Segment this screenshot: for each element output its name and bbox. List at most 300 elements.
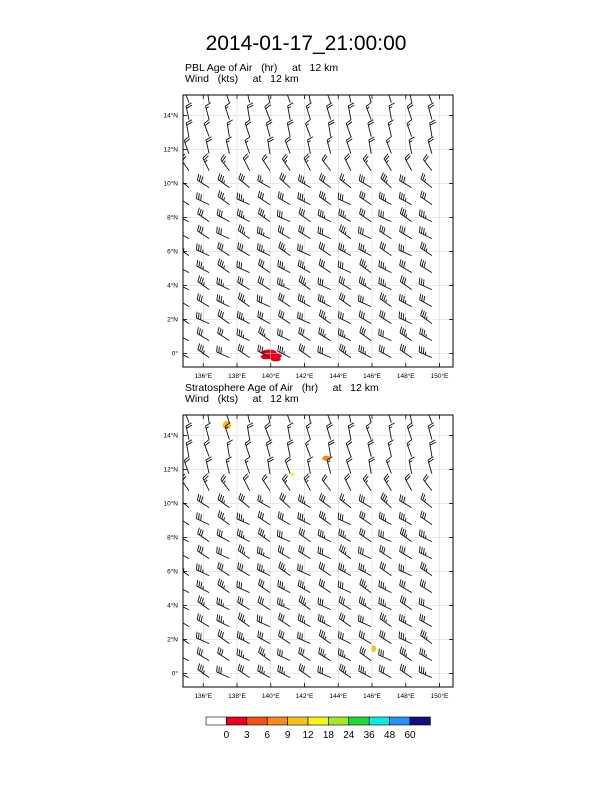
wind-barb xyxy=(360,646,371,660)
wind-barb xyxy=(308,406,314,423)
wind-barb xyxy=(196,244,209,256)
wind-barb xyxy=(399,631,412,643)
tick-label-lat: 0° xyxy=(171,670,178,678)
wind-barb xyxy=(360,528,372,542)
wind-barb xyxy=(237,193,250,205)
tick-label-lat: 8°N xyxy=(167,534,178,542)
wind-barb xyxy=(287,440,293,457)
wind-barb xyxy=(327,137,332,154)
wind-barb xyxy=(306,120,311,137)
colorbar-label: 18 xyxy=(322,730,334,741)
wind-barb xyxy=(238,242,250,255)
wind-barb xyxy=(409,406,415,423)
colorbar-label: 9 xyxy=(284,730,291,741)
wind-barb xyxy=(363,154,371,171)
wind-barb xyxy=(360,258,371,272)
wind-barb xyxy=(379,329,392,341)
wind-barb xyxy=(322,154,331,170)
wind-barb xyxy=(327,423,333,440)
wind-barb xyxy=(238,344,250,358)
wind-barb xyxy=(420,614,432,627)
tick-label-lon: 140°E xyxy=(261,693,280,700)
wind-barb xyxy=(237,648,250,660)
wind-barb xyxy=(267,406,272,423)
wind-barb xyxy=(207,406,213,423)
wind-barb xyxy=(238,224,249,238)
tick-label-lon: 138°E xyxy=(228,693,246,700)
wind-barb xyxy=(379,665,391,678)
tick-label-lon: 144°E xyxy=(329,373,348,380)
wind-barb xyxy=(420,511,431,525)
wind-barb xyxy=(338,311,351,323)
wind-barb xyxy=(279,293,291,307)
wind-barb xyxy=(389,103,395,120)
panel-pbl-age-of-air xyxy=(163,86,453,380)
wind-barb xyxy=(318,666,331,678)
wind-barb xyxy=(237,261,250,273)
tick-label-lon: 136°E xyxy=(194,693,213,700)
wind-barb xyxy=(196,632,209,644)
wind-barb xyxy=(239,493,250,508)
wind-barb xyxy=(178,493,189,508)
wind-barb xyxy=(205,103,210,120)
tick-label-lon: 146°E xyxy=(363,693,381,700)
panel1-title-wind: Wind (kts) at 12 km xyxy=(185,73,299,85)
colorbar-label: 6 xyxy=(264,730,270,741)
wind-barb xyxy=(218,493,229,507)
wind-barb xyxy=(243,154,249,171)
wind-barb xyxy=(419,666,432,678)
wind-barb xyxy=(318,546,331,558)
wind-barb xyxy=(419,546,432,558)
wind-barb xyxy=(259,326,270,340)
tick-label-lat: 12°N xyxy=(163,466,178,474)
wind-barb xyxy=(266,440,272,457)
wind-barb xyxy=(326,86,332,103)
wind-barb xyxy=(381,493,391,508)
wind-barb xyxy=(207,86,213,103)
wind-barb xyxy=(197,512,210,524)
wind-barb xyxy=(339,563,351,576)
wind-barb xyxy=(409,457,415,474)
wind-barb xyxy=(384,154,391,171)
wind-barb xyxy=(298,244,311,256)
tick-label-lon: 146°E xyxy=(363,373,381,380)
panel2-title-field: Stratosphere Age of Air (hr) at 12 km xyxy=(185,382,379,394)
tick-label-lat: 14°N xyxy=(163,432,178,440)
colorbar-label: 60 xyxy=(404,730,416,741)
wind-barb xyxy=(419,226,432,238)
wind-barb xyxy=(203,474,209,491)
colorbar-box xyxy=(328,717,348,725)
wind-barb xyxy=(359,665,371,678)
wind-barb xyxy=(399,564,412,576)
wind-barb xyxy=(197,580,209,593)
wind-barb xyxy=(217,227,230,239)
wind-barb xyxy=(380,310,392,324)
wind-barb xyxy=(328,440,334,457)
tick-label-lat: 10°N xyxy=(163,500,178,508)
wind-barb xyxy=(197,192,210,204)
wind-barb xyxy=(319,242,331,256)
wind-barb xyxy=(186,440,192,457)
wind-barb xyxy=(181,474,189,491)
wind-barb xyxy=(308,86,314,103)
wind-barb xyxy=(359,174,371,187)
wind-barb xyxy=(217,529,229,542)
wind-barb xyxy=(308,457,313,474)
wind-barb xyxy=(237,581,250,593)
wind-barb xyxy=(279,310,291,324)
wind-barb xyxy=(258,259,269,273)
wind-barb xyxy=(338,513,351,525)
wind-barb xyxy=(245,457,250,474)
wind-barb xyxy=(204,440,210,457)
wind-barb xyxy=(407,423,413,440)
tick-label-lon: 140°E xyxy=(261,373,280,380)
wind-barb xyxy=(217,294,230,306)
wind-barb xyxy=(348,103,354,120)
wind-barb xyxy=(319,629,330,643)
wind-barb xyxy=(346,440,352,457)
wind-barb xyxy=(346,457,352,474)
colorbar-box xyxy=(288,717,308,725)
wind-barb xyxy=(218,190,229,204)
wind-barb xyxy=(258,665,270,678)
colorbar-box xyxy=(369,717,389,725)
wind-barb xyxy=(399,614,411,627)
wind-barb xyxy=(258,631,270,644)
wind-barb xyxy=(380,562,391,576)
wind-barb xyxy=(318,226,331,238)
wind-barb xyxy=(407,440,412,457)
wind-barb xyxy=(420,562,431,576)
colorbar-label: 3 xyxy=(244,730,250,741)
wind-barb xyxy=(217,614,230,626)
wind-barb xyxy=(387,406,393,423)
wind-barb xyxy=(257,295,270,307)
wind-barb xyxy=(379,512,391,525)
wind-barb xyxy=(339,243,351,256)
wind-barb xyxy=(197,260,209,273)
wind-barb xyxy=(262,474,270,491)
wind-barb xyxy=(238,562,250,575)
wind-barb xyxy=(428,423,434,440)
tick-label-lon: 148°E xyxy=(396,373,415,380)
colorbar-label: 12 xyxy=(302,730,314,741)
wind-barb xyxy=(379,530,392,542)
wind-barb xyxy=(237,209,249,222)
wind-barb xyxy=(318,614,330,627)
wind-barb xyxy=(239,173,250,188)
wind-barb xyxy=(217,547,230,559)
wind-barb xyxy=(225,103,230,120)
tick-label-lon: 150°E xyxy=(430,693,449,700)
wind-barb xyxy=(420,259,432,273)
wind-barb xyxy=(409,86,415,103)
wind-barb xyxy=(359,563,371,576)
wind-barb xyxy=(379,260,392,272)
tick-label-lat: 4°N xyxy=(167,282,178,290)
wind-barb xyxy=(186,423,192,440)
wind-barb xyxy=(380,225,392,239)
wind-barb xyxy=(221,154,230,170)
wind-barb xyxy=(279,613,291,627)
wind-barb xyxy=(359,276,371,289)
wind-barb xyxy=(419,346,432,358)
wind-barb xyxy=(277,277,290,289)
wind-barb xyxy=(184,137,190,154)
wind-barb xyxy=(306,103,311,120)
wind-barb xyxy=(359,630,371,643)
figure-title: 2014-01-17_21:00:00 xyxy=(205,32,407,55)
wind-barb xyxy=(423,154,432,170)
wind-barb xyxy=(340,173,351,188)
wind-barb xyxy=(319,493,330,507)
wind-barb xyxy=(277,530,290,542)
wind-barb xyxy=(221,474,230,490)
wind-barb xyxy=(278,260,290,273)
colorbar-box xyxy=(308,717,328,725)
wind-barb xyxy=(206,137,212,154)
wind-barb xyxy=(379,277,392,289)
wind-barb xyxy=(206,457,212,474)
wind-barb xyxy=(368,440,374,457)
wind-barb xyxy=(399,192,411,205)
wind-barb xyxy=(423,474,432,490)
wind-barb xyxy=(237,631,249,644)
wind-barb xyxy=(380,630,392,644)
colorbar-box xyxy=(390,717,410,725)
wind-barb xyxy=(322,474,331,490)
wind-barb xyxy=(278,545,290,558)
wind-barb xyxy=(327,103,333,120)
wind-barb xyxy=(287,120,293,137)
wind-barb xyxy=(258,174,270,187)
wind-barb xyxy=(258,191,270,205)
wind-barb xyxy=(227,440,233,457)
tick-label-lon: 138°E xyxy=(228,373,246,380)
wind-barb xyxy=(339,344,350,358)
wind-barb xyxy=(318,277,331,289)
wind-barb xyxy=(288,423,294,440)
tick-label-lat: 2°N xyxy=(167,316,178,324)
wind-barb xyxy=(278,665,290,678)
wind-barb xyxy=(319,259,331,273)
wind-barb xyxy=(430,440,436,457)
wind-barb xyxy=(319,510,330,524)
wind-barb xyxy=(363,474,371,491)
wind-barb xyxy=(237,311,249,324)
wind-barb xyxy=(286,86,291,103)
wind-barb xyxy=(358,546,371,558)
wind-barb xyxy=(339,529,351,542)
wind-barb xyxy=(379,210,392,222)
wind-barb xyxy=(267,86,272,103)
wind-barb xyxy=(359,345,371,358)
wind-barb xyxy=(184,86,189,103)
shaded-field xyxy=(223,421,377,652)
wind-barb xyxy=(226,457,231,474)
wind-barb xyxy=(399,311,412,323)
wind-barb xyxy=(217,277,230,289)
wind-barb xyxy=(298,564,311,576)
wind-barb xyxy=(238,292,249,306)
wind-barb xyxy=(278,191,290,204)
wind-barb xyxy=(298,312,311,324)
tick-label-lat: 0° xyxy=(171,350,178,358)
wind-barb xyxy=(218,579,229,593)
wind-barbs xyxy=(176,406,436,678)
wind-barb xyxy=(428,137,434,154)
wind-barb xyxy=(278,511,290,524)
wind-barb xyxy=(262,154,270,171)
wind-barb xyxy=(339,613,350,627)
wind-barb xyxy=(178,173,189,188)
colorbar-box xyxy=(247,717,267,725)
wind-barb xyxy=(245,440,251,457)
wind-barb xyxy=(258,596,270,610)
wind-barb xyxy=(360,578,371,592)
wind-barb xyxy=(340,544,351,558)
wind-barb xyxy=(399,294,411,307)
wind-barb xyxy=(348,406,353,423)
wind-barb xyxy=(419,209,432,221)
colorbar xyxy=(206,717,430,741)
wind-barb xyxy=(218,310,229,324)
wind-barb xyxy=(399,512,411,525)
colorbar-label: 36 xyxy=(363,730,375,741)
wind-barb xyxy=(184,406,189,423)
wind-barb xyxy=(427,86,432,103)
wind-barb xyxy=(379,580,392,592)
wind-barb xyxy=(420,579,432,593)
wind-barb xyxy=(386,137,391,154)
wind-barb xyxy=(345,474,351,491)
wind-barb xyxy=(257,546,270,558)
colorbar-box xyxy=(206,717,226,725)
wind-barb xyxy=(218,647,230,661)
wind-barb xyxy=(399,244,412,256)
wind-barb xyxy=(245,120,251,137)
colorbar-box xyxy=(226,717,246,725)
wind-barb xyxy=(257,243,270,255)
wind-barb xyxy=(428,103,434,120)
wind-barb xyxy=(217,209,229,222)
wind-barb xyxy=(318,294,330,307)
wind-barb xyxy=(380,545,392,559)
panel2-title-wind: Wind (kts) at 12 km xyxy=(185,393,299,405)
tick-label-lat: 4°N xyxy=(167,602,178,610)
wind-barb xyxy=(338,648,351,660)
wind-barb xyxy=(246,86,252,103)
wind-barb xyxy=(218,259,229,273)
wind-barb xyxy=(218,510,229,524)
wind-barb xyxy=(247,423,253,440)
wind-barb xyxy=(265,103,271,120)
wind-barb xyxy=(285,457,291,474)
wind-barb xyxy=(388,120,393,137)
wind-barb xyxy=(420,242,431,256)
wind-barb xyxy=(388,440,393,457)
wind-barb xyxy=(420,648,432,661)
wind-barb xyxy=(384,474,391,491)
wind-barb xyxy=(340,493,351,508)
wind-barb xyxy=(318,209,330,222)
wind-barb xyxy=(298,632,311,644)
wind-barb xyxy=(421,629,432,643)
wind-barb xyxy=(308,137,313,154)
wind-barb xyxy=(407,103,413,120)
wind-barb xyxy=(360,208,372,222)
wind-barb xyxy=(338,631,351,643)
wind-barb xyxy=(258,528,270,542)
wind-barb xyxy=(237,513,250,525)
wind-barb xyxy=(280,173,290,188)
wind-barb xyxy=(217,597,230,609)
wind-barb xyxy=(257,226,270,238)
wind-barb xyxy=(419,278,432,290)
wind-barb xyxy=(339,664,350,678)
tick-label-lat: 10°N xyxy=(163,180,178,188)
wind-barb xyxy=(379,597,392,609)
wind-barb xyxy=(238,276,250,289)
tick-label-lon: 136°E xyxy=(194,373,213,380)
wind-barb xyxy=(288,103,294,120)
wind-barb xyxy=(298,512,311,525)
wind-barb xyxy=(217,346,230,358)
wind-barb xyxy=(420,328,432,341)
wind-barb xyxy=(359,596,371,609)
wind-barb xyxy=(380,613,391,627)
wind-barb xyxy=(319,579,331,593)
wind-barb xyxy=(217,666,230,678)
wind-barb xyxy=(346,120,352,137)
wind-barb xyxy=(360,511,372,525)
tick-label-lat: 2°N xyxy=(167,636,178,644)
wind-barb xyxy=(409,137,415,154)
wind-barb xyxy=(345,154,351,171)
wind-barb xyxy=(319,562,331,576)
wind-barb xyxy=(218,327,230,341)
wind-barb xyxy=(338,328,351,340)
wind-barb xyxy=(306,423,311,440)
wind-barb xyxy=(277,648,290,660)
wind-barb xyxy=(359,243,371,256)
wind-barb xyxy=(387,86,393,103)
wind-barb xyxy=(319,309,330,323)
wind-barb xyxy=(186,103,192,120)
wind-barb xyxy=(247,103,253,120)
tick-label-lat: 12°N xyxy=(163,146,178,154)
colorbar-box xyxy=(267,717,287,725)
tick-label-lon: 148°E xyxy=(396,693,415,700)
wind-barb xyxy=(421,173,432,188)
wind-barb xyxy=(246,406,252,423)
wind-barb xyxy=(243,474,249,491)
wind-barb xyxy=(280,493,290,508)
wind-barb xyxy=(205,423,210,440)
colorbar-label: 48 xyxy=(384,730,396,741)
wind-barb xyxy=(319,190,330,204)
wind-barb xyxy=(339,596,351,610)
wind-barb xyxy=(227,120,233,137)
wind-barb xyxy=(186,120,192,137)
wind-barb xyxy=(338,581,351,593)
wind-barb xyxy=(245,137,250,154)
wind-barb xyxy=(282,474,290,491)
wind-barb xyxy=(380,293,391,307)
